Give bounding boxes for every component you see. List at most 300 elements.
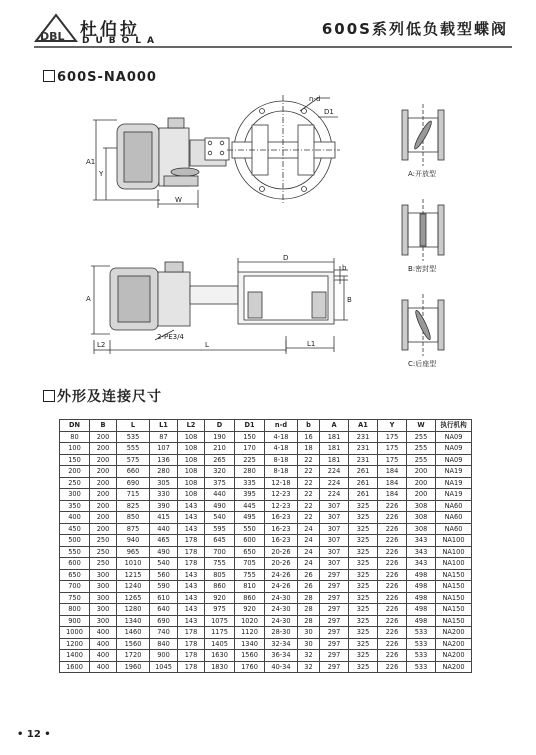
table-cell: 600 — [235, 535, 265, 547]
table-cell: 297 — [320, 581, 349, 593]
table-cell: 261 — [349, 466, 378, 478]
table-cell: 875 — [117, 523, 150, 535]
table-cell: 143 — [178, 569, 205, 581]
table-cell: 12-23 — [265, 489, 298, 501]
table-cell: 178 — [178, 650, 205, 662]
label-a: A — [86, 295, 91, 303]
table-cell: 440 — [150, 523, 178, 535]
column-header: D1 — [235, 420, 265, 432]
table-cell: 325 — [349, 638, 378, 650]
table-cell: NA19 — [436, 489, 472, 501]
table-cell: 24 — [298, 546, 320, 558]
table-cell: 1630 — [205, 650, 235, 662]
table-row — [60, 523, 472, 535]
table-cell: 24-26 — [265, 569, 298, 581]
table-cell: NA100 — [436, 558, 472, 570]
column-header: A — [320, 420, 349, 432]
table-cell: 200 — [90, 512, 117, 524]
table-row — [60, 650, 472, 662]
table-row — [60, 592, 472, 604]
table-cell: 1405 — [205, 638, 235, 650]
table-cell: 825 — [117, 500, 150, 512]
table-row — [60, 443, 472, 455]
table-cell: 226 — [378, 535, 407, 547]
table-cell: 143 — [178, 523, 205, 535]
table-cell: 175 — [378, 431, 407, 443]
table-cell: 343 — [407, 535, 436, 547]
table-cell: 16-23 — [265, 523, 298, 535]
table-cell: NA19 — [436, 477, 472, 489]
table-cell: 860 — [205, 581, 235, 593]
table-cell: 740 — [150, 627, 178, 639]
table-cell: 440 — [205, 489, 235, 501]
table-cell: 108 — [178, 466, 205, 478]
table-cell: 300 — [90, 569, 117, 581]
table-cell: 16-23 — [265, 535, 298, 547]
table-cell: 1560 — [117, 638, 150, 650]
table-cell: 308 — [407, 500, 436, 512]
table-cell: NA09 — [436, 431, 472, 443]
table-cell: 300 — [60, 489, 90, 501]
table-cell: 1960 — [117, 661, 150, 673]
table-cell: 307 — [320, 512, 349, 524]
table-cell: 297 — [320, 569, 349, 581]
table-cell: 325 — [349, 650, 378, 662]
column-header: L2 — [178, 420, 205, 432]
variant-a-label: A:开放型 — [408, 170, 437, 178]
table-cell: NA60 — [436, 512, 472, 524]
table-cell: 226 — [378, 500, 407, 512]
table-cell: 22 — [298, 477, 320, 489]
table-cell: 181 — [320, 454, 349, 466]
table-cell: 22 — [298, 500, 320, 512]
table-cell: 490 — [205, 500, 235, 512]
table-cell: 184 — [378, 466, 407, 478]
table-cell: 325 — [349, 569, 378, 581]
table-cell: 560 — [150, 569, 178, 581]
table-cell: 325 — [349, 546, 378, 558]
table-header-row — [60, 420, 472, 432]
table-cell: 750 — [60, 592, 90, 604]
table-cell: 1000 — [60, 627, 90, 639]
table-cell: 1830 — [205, 661, 235, 673]
table-cell: 226 — [378, 650, 407, 662]
table-cell: 22 — [298, 466, 320, 478]
table-cell: 307 — [320, 535, 349, 547]
table-cell: 250 — [60, 477, 90, 489]
table-cell: 108 — [178, 489, 205, 501]
table-cell: 555 — [117, 443, 150, 455]
table-cell: 400 — [90, 650, 117, 662]
page-header — [0, 0, 536, 50]
table-cell: 200 — [407, 489, 436, 501]
checkbox-square-icon — [43, 70, 55, 82]
table-cell: 645 — [205, 535, 235, 547]
table-row — [60, 569, 472, 581]
table-cell: 200 — [90, 489, 117, 501]
table-cell: 4-18 — [265, 443, 298, 455]
column-header: D — [205, 420, 235, 432]
variant-a-drawing — [402, 104, 444, 166]
table-cell: 261 — [349, 489, 378, 501]
header-divider — [34, 46, 512, 48]
table-cell: 330 — [150, 489, 178, 501]
table-cell: 325 — [349, 558, 378, 570]
table-cell: 178 — [178, 627, 205, 639]
variant-c-drawing — [402, 294, 444, 356]
table-cell: 325 — [349, 500, 378, 512]
table-cell: 20-26 — [265, 546, 298, 558]
table-cell: 325 — [349, 592, 378, 604]
column-header: 执行机构 — [436, 420, 472, 432]
table-cell: 210 — [205, 443, 235, 455]
table-cell: 640 — [150, 604, 178, 616]
table-cell: 8-18 — [265, 466, 298, 478]
page-title: 600S系列低负载型蝶阀 — [321, 20, 508, 38]
table-cell: 307 — [320, 558, 349, 570]
variant-c-label: C:后座型 — [408, 360, 437, 368]
table-cell: 18 — [298, 443, 320, 455]
table-cell: 226 — [378, 558, 407, 570]
table-cell: 498 — [407, 581, 436, 593]
table-cell: 307 — [320, 546, 349, 558]
table-cell: 533 — [407, 638, 436, 650]
table-cell: 533 — [407, 650, 436, 662]
table-cell: 300 — [90, 592, 117, 604]
table-cell: 226 — [378, 581, 407, 593]
table-row — [60, 558, 472, 570]
table-cell: 540 — [150, 558, 178, 570]
table-cell: 24-30 — [265, 604, 298, 616]
table-cell: 495 — [235, 512, 265, 524]
label-w: W — [175, 196, 182, 204]
table-cell: 36-34 — [265, 650, 298, 662]
table-cell: 226 — [378, 592, 407, 604]
table-cell: 22 — [298, 454, 320, 466]
table-cell: 690 — [150, 615, 178, 627]
table-cell: 28 — [298, 604, 320, 616]
table-cell: 143 — [178, 512, 205, 524]
table-cell: 535 — [117, 431, 150, 443]
brand-name-cn: 杜伯拉 — [80, 20, 140, 40]
table-cell: 540 — [205, 512, 235, 524]
table-row — [60, 615, 472, 627]
table-cell: 498 — [407, 604, 436, 616]
table-cell: 415 — [150, 512, 178, 524]
table-cell: NA60 — [436, 523, 472, 535]
table-cell: 860 — [235, 592, 265, 604]
table-cell: 498 — [407, 592, 436, 604]
table-cell: 87 — [150, 431, 178, 443]
table-cell: 975 — [205, 604, 235, 616]
table-cell: 325 — [349, 535, 378, 547]
table-cell: 231 — [349, 443, 378, 455]
table-cell: NA200 — [436, 627, 472, 639]
table-cell: 224 — [320, 489, 349, 501]
table-cell: 24 — [298, 523, 320, 535]
table-cell: NA100 — [436, 546, 472, 558]
column-header: W — [407, 420, 436, 432]
table-cell: 231 — [349, 454, 378, 466]
table-cell: 400 — [90, 638, 117, 650]
table-cell: 12-18 — [265, 477, 298, 489]
label-l1: L1 — [307, 340, 316, 348]
table-cell: 490 — [150, 546, 178, 558]
table-cell: 24-30 — [265, 592, 298, 604]
table-cell: 1200 — [60, 638, 90, 650]
table-cell: 143 — [178, 581, 205, 593]
table-cell: 900 — [150, 650, 178, 662]
table-cell: 200 — [90, 523, 117, 535]
table-cell: NA150 — [436, 604, 472, 616]
section-title-text: 外形及连接尺寸 — [57, 389, 162, 405]
column-header: DN — [60, 420, 90, 432]
table-cell: 595 — [205, 523, 235, 535]
table-cell: 226 — [378, 661, 407, 673]
table-cell: 300 — [90, 604, 117, 616]
table-cell: 715 — [117, 489, 150, 501]
table-cell: 533 — [407, 627, 436, 639]
table-cell: 26 — [298, 581, 320, 593]
table-cell: 650 — [60, 569, 90, 581]
column-header: B — [90, 420, 117, 432]
table-cell: 24-30 — [265, 615, 298, 627]
table-cell: 200 — [90, 500, 117, 512]
label-l: L — [205, 341, 209, 349]
table-cell: 26 — [298, 569, 320, 581]
table-row — [60, 661, 472, 673]
table-cell: 800 — [60, 604, 90, 616]
table-cell: NA100 — [436, 535, 472, 547]
table-cell: 1760 — [235, 661, 265, 673]
table-cell: 297 — [320, 650, 349, 662]
table-cell: 308 — [407, 523, 436, 535]
table-cell: NA150 — [436, 569, 472, 581]
table-cell: 498 — [407, 615, 436, 627]
column-header: L — [117, 420, 150, 432]
table-cell: 325 — [349, 581, 378, 593]
checkbox-square-icon — [43, 390, 55, 402]
column-header: n-d — [265, 420, 298, 432]
table-cell: 178 — [178, 661, 205, 673]
table-cell: 297 — [320, 592, 349, 604]
table-cell: 550 — [60, 546, 90, 558]
label-y: Y — [99, 170, 104, 178]
table-row — [60, 489, 472, 501]
table-cell: 108 — [178, 454, 205, 466]
table-cell: 920 — [205, 592, 235, 604]
table-row — [60, 454, 472, 466]
table-cell: 900 — [60, 615, 90, 627]
table-cell: 343 — [407, 546, 436, 558]
table-cell: 1020 — [235, 615, 265, 627]
table-cell: 255 — [407, 443, 436, 455]
table-cell: 40-34 — [265, 661, 298, 673]
technical-drawing — [0, 82, 536, 382]
table-cell: 255 — [407, 431, 436, 443]
variant-b-label: B:密封型 — [408, 265, 437, 273]
brand-name-en: DUBOLA — [82, 36, 160, 46]
table-cell: 200 — [90, 466, 117, 478]
table-cell: 143 — [178, 592, 205, 604]
top-view-actuator — [93, 118, 229, 208]
table-cell: 184 — [378, 489, 407, 501]
table-cell: 1600 — [60, 661, 90, 673]
table-cell: 300 — [90, 581, 117, 593]
table-cell: 28 — [298, 615, 320, 627]
table-cell: NA09 — [436, 454, 472, 466]
table-cell: 226 — [378, 604, 407, 616]
table-cell: 231 — [349, 431, 378, 443]
table-cell: 107 — [150, 443, 178, 455]
table-cell: 1340 — [117, 615, 150, 627]
table-cell: 325 — [349, 661, 378, 673]
table-cell: 755 — [205, 558, 235, 570]
column-header: Y — [378, 420, 407, 432]
table-row — [60, 638, 472, 650]
table-cell: 184 — [378, 477, 407, 489]
table-cell: 660 — [117, 466, 150, 478]
table-cell: 250 — [90, 535, 117, 547]
table-cell: 1460 — [117, 627, 150, 639]
table-cell: 498 — [407, 569, 436, 581]
table-cell: 1720 — [117, 650, 150, 662]
label-l2: L2 — [97, 341, 106, 349]
table-cell: 250 — [90, 546, 117, 558]
table-cell: 28-30 — [265, 627, 298, 639]
table-cell: 325 — [349, 523, 378, 535]
table-cell: 1175 — [205, 627, 235, 639]
table-cell: 200 — [60, 466, 90, 478]
table-cell: 840 — [150, 638, 178, 650]
table-cell: 307 — [320, 500, 349, 512]
table-cell: NA60 — [436, 500, 472, 512]
table-cell: 32 — [298, 661, 320, 673]
table-cell: 200 — [90, 431, 117, 443]
table-cell: 305 — [150, 477, 178, 489]
table-cell: 920 — [235, 604, 265, 616]
column-header: A1 — [349, 420, 378, 432]
table-cell: 16 — [298, 431, 320, 443]
table-row — [60, 431, 472, 443]
table-cell: 200 — [407, 477, 436, 489]
table-cell: 1280 — [117, 604, 150, 616]
table-cell: 226 — [378, 523, 407, 535]
table-cell: 175 — [378, 443, 407, 455]
table-cell: 181 — [320, 431, 349, 443]
table-cell: 22 — [298, 489, 320, 501]
table-cell: 400 — [90, 661, 117, 673]
table-cell: 280 — [150, 466, 178, 478]
table-cell: 755 — [235, 569, 265, 581]
side-view-valve — [238, 258, 348, 352]
table-row — [60, 500, 472, 512]
table-cell: 325 — [349, 604, 378, 616]
table-cell: 1265 — [117, 592, 150, 604]
table-cell: 533 — [407, 661, 436, 673]
table-cell: 178 — [178, 558, 205, 570]
model-title-text: 600S-NA000 — [57, 70, 157, 85]
table-cell: 32 — [298, 650, 320, 662]
table-cell: 136 — [150, 454, 178, 466]
table-cell: 390 — [150, 500, 178, 512]
table-cell: 343 — [407, 558, 436, 570]
table-cell: 4-18 — [265, 431, 298, 443]
table-cell: 200 — [90, 454, 117, 466]
table-cell: 500 — [60, 535, 90, 547]
table-cell: 20-26 — [265, 558, 298, 570]
table-cell: 22 — [298, 512, 320, 524]
table-cell: 226 — [378, 615, 407, 627]
label-b: b — [342, 264, 347, 272]
table-cell: 143 — [178, 604, 205, 616]
table-cell: 250 — [90, 558, 117, 570]
table-cell: 200 — [90, 477, 117, 489]
table-cell: 32-34 — [265, 638, 298, 650]
table-row — [60, 581, 472, 593]
table-cell: 224 — [320, 477, 349, 489]
table-cell: 150 — [235, 431, 265, 443]
label-port: 2-PE3/4 — [157, 333, 184, 341]
table-cell: 24 — [298, 535, 320, 547]
column-header: L1 — [150, 420, 178, 432]
table-cell: NA09 — [436, 443, 472, 455]
table-cell: 465 — [150, 535, 178, 547]
table-cell: 810 — [235, 581, 265, 593]
table-cell: 175 — [378, 454, 407, 466]
table-cell: 575 — [117, 454, 150, 466]
table-cell: 1240 — [117, 581, 150, 593]
table-cell: 143 — [178, 615, 205, 627]
table-cell: 24 — [298, 558, 320, 570]
logo-mark-icon — [34, 13, 78, 43]
table-cell: 190 — [205, 431, 235, 443]
table-cell: 805 — [205, 569, 235, 581]
label-a1: A1 — [86, 158, 96, 166]
table-cell: NA150 — [436, 592, 472, 604]
table-cell: 395 — [235, 489, 265, 501]
table-cell: 700 — [60, 581, 90, 593]
table-cell: 12-23 — [265, 500, 298, 512]
table-cell: 297 — [320, 615, 349, 627]
table-cell: 108 — [178, 477, 205, 489]
table-cell: 600 — [60, 558, 90, 570]
table-cell: 297 — [320, 661, 349, 673]
table-cell: 181 — [320, 443, 349, 455]
table-cell: 335 — [235, 477, 265, 489]
table-cell: 610 — [150, 592, 178, 604]
section-title — [43, 386, 162, 406]
table-cell: 143 — [178, 500, 205, 512]
table-cell: 226 — [378, 638, 407, 650]
table-cell: 108 — [178, 443, 205, 455]
table-cell: 1045 — [150, 661, 178, 673]
table-cell: 690 — [117, 477, 150, 489]
table-row — [60, 604, 472, 616]
table-cell: 1010 — [117, 558, 150, 570]
table-row — [60, 512, 472, 524]
table-cell: 170 — [235, 443, 265, 455]
table-cell: 225 — [235, 454, 265, 466]
table-cell: 226 — [378, 546, 407, 558]
table-cell: NA200 — [436, 638, 472, 650]
table-cell: 1560 — [235, 650, 265, 662]
table-cell: 320 — [205, 466, 235, 478]
table-cell: 297 — [320, 627, 349, 639]
table-cell: 550 — [235, 523, 265, 535]
table-cell: 965 — [117, 546, 150, 558]
table-cell: NA19 — [436, 466, 472, 478]
